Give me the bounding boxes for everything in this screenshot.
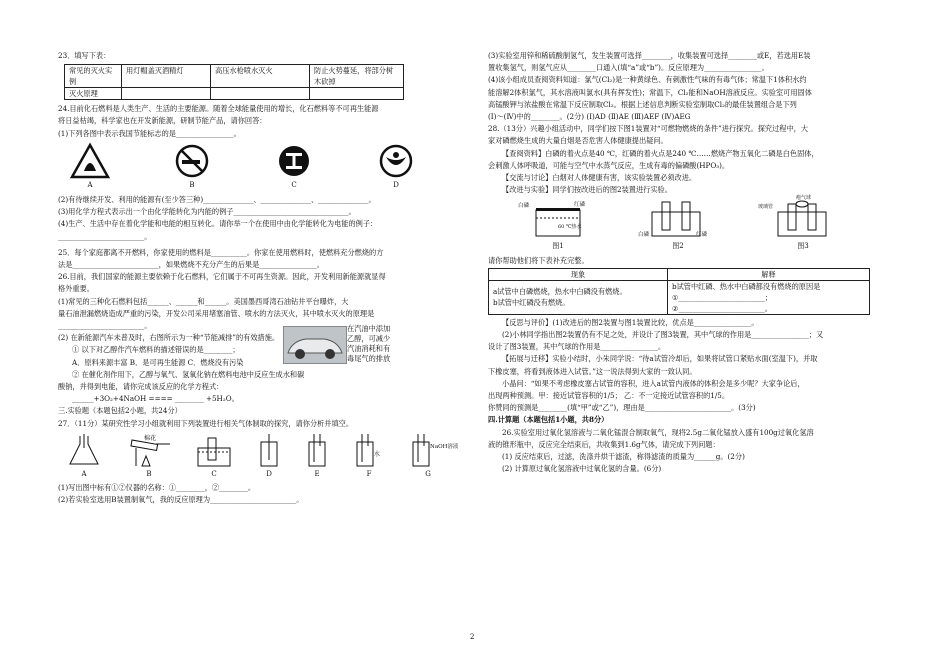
q28-line: 【交流与讨论】白烟对人体健康有害，该实验装置必须改进。 bbox=[502, 173, 697, 183]
apparatus-c bbox=[194, 434, 234, 480]
apparatus-label: C bbox=[211, 469, 217, 478]
q25-line: 25．每个家庭都离不开燃料，你家使用的燃料是__________。你家在使用燃料时，使燃料充分燃烧的方 bbox=[58, 247, 384, 257]
q28-line: (2)小林同学指出图2装置仍有不足之处，并设计了图3装置，其中气球的作用是________________；又 bbox=[502, 330, 824, 340]
q28-line: 【反思与评价】(1)改进后的图2装置与图1装置比较，优点是________________。 bbox=[502, 317, 759, 327]
apparatus-f bbox=[352, 434, 386, 480]
q26-line: ________________________。 bbox=[58, 321, 152, 331]
table-cell: 用灯帽盖灭酒精灯 bbox=[122, 65, 211, 88]
q23-title: 23．填写下表： bbox=[58, 51, 111, 60]
q28-line: 请你帮助他们将下表补充完整。 bbox=[488, 255, 589, 265]
apparatus-b bbox=[126, 434, 172, 480]
explanation-1: ①________________________； bbox=[672, 292, 772, 302]
q27-line: (2)若实验室选用B装置制氧气，我的反应原理为________________________。 bbox=[58, 495, 304, 505]
q27-line: 能溶解2体积氯气，其水溶液叫氯水(具有挥发性)；常温下，Cl₂能和NaOH溶液反应。实验室可用固体 bbox=[488, 87, 812, 97]
figure-caption: 图2 bbox=[672, 242, 684, 251]
q24-line: ________________________。 bbox=[58, 231, 152, 241]
logo-label: B bbox=[189, 180, 195, 189]
q28-line: 【拓展与迁移】实验小结时，小朱同学说：“待a试管冷却后，如果将试管口紧贴水面(室温下)，并取 bbox=[502, 354, 818, 364]
q29-line: 26.实验室用过氧化氢溶液与二氧化锰混合制取氧气，现将2.5g二氧化锰放入盛有100g过氧化氢溶 bbox=[502, 427, 814, 437]
logo-label: C bbox=[291, 180, 297, 189]
q26-line: ② 在催化剂作用下，乙醇与氧气、氢氧化钠在燃料电池中反应生成水和碳 bbox=[72, 369, 305, 379]
q28-line: 28.（13分）兴趣小组活动中，同学们按下图1装置对“可燃物燃烧的条件”进行探究。探究过程中，大 bbox=[488, 124, 809, 134]
q27-line: (Ⅰ)～(Ⅳ)中的________。(2分) (Ⅰ)AD (Ⅱ)AE (Ⅲ)AEF (Ⅳ)AEG bbox=[488, 112, 691, 122]
q28-table bbox=[488, 268, 870, 315]
q26-line: ① 以下对乙醇作汽车燃料的描述错误的是________； bbox=[72, 345, 240, 355]
section-4-heading bbox=[488, 414, 888, 426]
red-phosphorus-label: 红磷 bbox=[696, 232, 708, 239]
balloon-label: 瘪气球 bbox=[796, 195, 812, 202]
q28-line: 【改进与实验】同学们按改进后的图2装置进行实验。 bbox=[502, 185, 672, 195]
table-row bbox=[65, 88, 404, 100]
apparatus-d bbox=[256, 434, 282, 480]
table-cell bbox=[122, 88, 211, 100]
table-header: 解释 bbox=[668, 268, 870, 280]
hot-water-label: 60 ℃热水 bbox=[558, 224, 582, 231]
cotton-label: 棉花 bbox=[144, 434, 157, 442]
q28-line: 出现两种预测。甲：接近试管容积的1/5； 乙：不一定接近试管容积的1/5。 bbox=[488, 391, 730, 401]
logo-option-a bbox=[68, 143, 112, 191]
apparatus-label: F bbox=[366, 469, 372, 478]
q27-line: (3)实验室用锌和稀硫酸制氢气，发生装置可选择________，收集装置可选择________或E，若选用E装 bbox=[488, 51, 811, 60]
q26-line: (1)常见的三种化石燃料包括______、______和______。美国墨西哥湾石油钻井平台曝炸，大 bbox=[58, 296, 349, 306]
apparatus-a bbox=[64, 434, 104, 480]
table-cell: 灭火原理 bbox=[65, 88, 122, 100]
q28-line: 小晶问：“如果不考虑橡皮塞占试管的容积，进入a试管内液体的体积会是多少呢？大家争论后， bbox=[502, 378, 805, 388]
q28-line: 会刺激人体呼吸道，可能与空气中水蒸气反应，生成有毒的偏磷酸(HPO₃)。 bbox=[488, 160, 730, 170]
phenomenon-a: a试管中白磷燃烧，热水中白磷没有燃烧。 bbox=[493, 287, 627, 297]
apparatus-label: D bbox=[266, 469, 272, 478]
q26-line: 酸钠，并得到电能，请你完成该反应的化学方程式： bbox=[58, 382, 224, 392]
energy-logo-options bbox=[58, 143, 453, 191]
q24-line: (1)下列各图中表示我国节能标志的是________________。 bbox=[58, 128, 241, 138]
q25-line: 法是________________________，如果燃烧不充分产生的后果是________________。 bbox=[58, 260, 324, 270]
apparatus-label: E bbox=[314, 469, 320, 478]
gas-bottle-icon bbox=[352, 434, 386, 468]
q24-line: (3)用化学方程式表示出一个由化学能转化为内能的例子________________________________。 bbox=[58, 207, 356, 217]
section-4-title: 四.计算题（本题包括1小题，共8分） bbox=[488, 415, 609, 425]
logo-option-d bbox=[374, 143, 418, 191]
white-phosphorus-label: 白磷 bbox=[518, 203, 530, 210]
q28-line: 下橡皮塞，将看到液体进入试管。”这一说法得到大家的一致认同。 bbox=[488, 366, 697, 376]
q24-line: 24.目前化石燃料是人类生产、生活的主要能源。随着全球能量使用的增长，化石燃料等不可再生能源 bbox=[58, 104, 379, 114]
logo-label: D bbox=[393, 180, 399, 189]
gas-bottle-icon bbox=[256, 434, 282, 468]
gas-bottle-icon bbox=[304, 434, 330, 468]
beaker-diagram-icon bbox=[638, 200, 718, 240]
beaker-diagram-icon bbox=[758, 195, 848, 240]
q26-line: 格外重要。 bbox=[58, 284, 94, 294]
table-cell bbox=[310, 88, 404, 100]
right-column bbox=[488, 50, 888, 475]
apparatus-g bbox=[408, 434, 459, 480]
no-smoking-icon bbox=[172, 143, 212, 179]
q27-line: (1)写出图中标有①②仪器的名称：①________，②________。 bbox=[58, 483, 256, 493]
q26-line: (2) 在新能源汽车未普及时，右图所示为一种“节能减排”的有效措施。 bbox=[58, 333, 280, 343]
apparatus-label: B bbox=[146, 469, 152, 478]
apparatus-label: G bbox=[425, 469, 431, 478]
q28-line: 家对磷燃烧生成的大量白烟是否危害人体健康提出疑问。 bbox=[488, 136, 668, 146]
page-number: 2 bbox=[470, 633, 475, 641]
q23-table bbox=[64, 64, 404, 100]
red-phosphorus-label: 红磷 bbox=[574, 202, 586, 209]
logo-option-c bbox=[272, 143, 316, 191]
apparatus-e bbox=[304, 434, 330, 480]
q24-line: 将日益枯竭，科学家也在开发新能源，研制节能产品，请你回答： bbox=[58, 116, 267, 126]
warning-triangle-icon bbox=[70, 143, 110, 179]
table-row bbox=[489, 280, 870, 314]
q27-line: 27．（11分）某研究性学习小组就利用下列装置进行相关气体制取的探究，请你分析并填空。 bbox=[58, 418, 354, 428]
q26-line: ______+3O₂+4NaOH ==== ________ +5H₂O。 bbox=[72, 394, 239, 404]
q28-line: 设计了图3装置，其中气球的作用是________________。 bbox=[488, 342, 666, 352]
water-label: 水 bbox=[374, 450, 381, 458]
q24-line: (4)生产、生活中存在着化学能和电能的相互转化。请你举一个在使用中由化学能转化为电能的例子： bbox=[58, 219, 378, 229]
car-photo bbox=[283, 326, 347, 364]
q24-line: (2)有待继续开发、利用的能源有(至少答三种)______________、______________、______________。 bbox=[58, 195, 376, 205]
table-row bbox=[489, 268, 870, 280]
car-icon bbox=[284, 327, 346, 363]
explanation-2: ②________________________。 bbox=[672, 303, 772, 313]
lab-apparatus-row bbox=[64, 434, 459, 480]
car-caption: 在汽油中添加乙醇，可减少汽油消耗和有毒尾气的排放 bbox=[347, 324, 391, 363]
table-cell: 常见的灭火实例 bbox=[65, 65, 122, 88]
q28-line: 【查阅资料】白磷的着火点是40 ℃，红磷的着火点是240 ℃……燃烧产物五氧化二磷是白色固体， bbox=[502, 148, 819, 158]
figure-1 bbox=[518, 200, 598, 252]
water-saving-icon bbox=[376, 143, 416, 179]
logo-option-b bbox=[170, 143, 214, 191]
q28-line: 你赞同的预测是________(填“甲”或“乙”)，理由是________________________。(3分) bbox=[488, 403, 756, 413]
phenomenon-b: b试管中红磷没有燃烧。 bbox=[493, 298, 570, 308]
glass-tube-label: 玻璃管 bbox=[758, 204, 774, 211]
section-3-heading: 三.实验题（本题包括2小题，共24分） bbox=[58, 406, 182, 416]
q29-line: (2) 计算原过氧化氢溶液中过氧化氢的含量。(6分) bbox=[502, 464, 662, 474]
q26-line: A．原料来源丰富 B．是可再生能源 C．燃烧没有污染 bbox=[72, 357, 244, 367]
figure-caption: 图1 bbox=[552, 242, 564, 251]
table-cell bbox=[668, 280, 870, 314]
naoh-label: NaOH溶液 bbox=[430, 443, 459, 450]
logo-label: A bbox=[87, 180, 93, 189]
q29-line: 液的锥形瓶中，反应完全结束后，共收集到1.6g气体，请完成下列问题： bbox=[488, 439, 720, 449]
conical-flask-icon bbox=[64, 434, 104, 468]
q27-line: 置收集氢气，则氢气应从________口通入(填“a”或“b”)。反应原理为________________。 bbox=[488, 63, 769, 73]
energy-saving-icon bbox=[274, 143, 314, 179]
table-row bbox=[65, 65, 404, 88]
q26-line: 量石油泄漏燃烧造成严重的污染，开发公司采用堵塞油管、喷水的方法灭火，其中喷水灭火的原理是 bbox=[58, 308, 375, 318]
figure-2 bbox=[638, 200, 718, 252]
table-cell: 高压水枪喷水灭火 bbox=[211, 65, 310, 88]
explanation-intro: b试管中红磷、热水中白磷都没有燃烧的原因是 bbox=[672, 281, 821, 291]
water-trough-icon bbox=[194, 434, 234, 468]
q27-line: 高锰酸钾与浓盐酸在常温下反应制取Cl₂。根据上述信息判断实验室制取Cl₂的最佳装置组合是下列 bbox=[488, 99, 797, 109]
apparatus-label: A bbox=[81, 469, 87, 478]
white-phosphorus-label: 白磷 bbox=[638, 232, 650, 239]
figure-3 bbox=[758, 195, 848, 252]
q27-line: (4)该小组成员查阅资料知道：氯气(Cl₂)是一种黄绿色、有刺激性气味的有毒气体；常温下1体积水约 bbox=[488, 75, 807, 85]
table-header: 现象 bbox=[489, 268, 668, 280]
figure-caption: 图3 bbox=[797, 242, 809, 251]
beaker-diagram-icon bbox=[518, 200, 598, 240]
q26-line: 26.目前，我们国家的能源主要依赖于化石燃料，它们属于不可再生资源。因此，开发利用新能源就显得 bbox=[58, 272, 386, 282]
q29-line: (1) 反应结束后，过滤，洗涤并烘干滤渣，称得滤渣的质量为______g。(2分) bbox=[502, 452, 745, 462]
table-cell bbox=[489, 280, 668, 314]
experiment-figures bbox=[518, 195, 888, 252]
gas-bottle-icon bbox=[408, 434, 459, 468]
left-column bbox=[58, 50, 459, 506]
table-cell: 防止火势蔓延，将部分树木砍掉 bbox=[310, 65, 404, 88]
test-tube-heating-icon bbox=[126, 434, 172, 468]
table-cell bbox=[211, 88, 310, 100]
